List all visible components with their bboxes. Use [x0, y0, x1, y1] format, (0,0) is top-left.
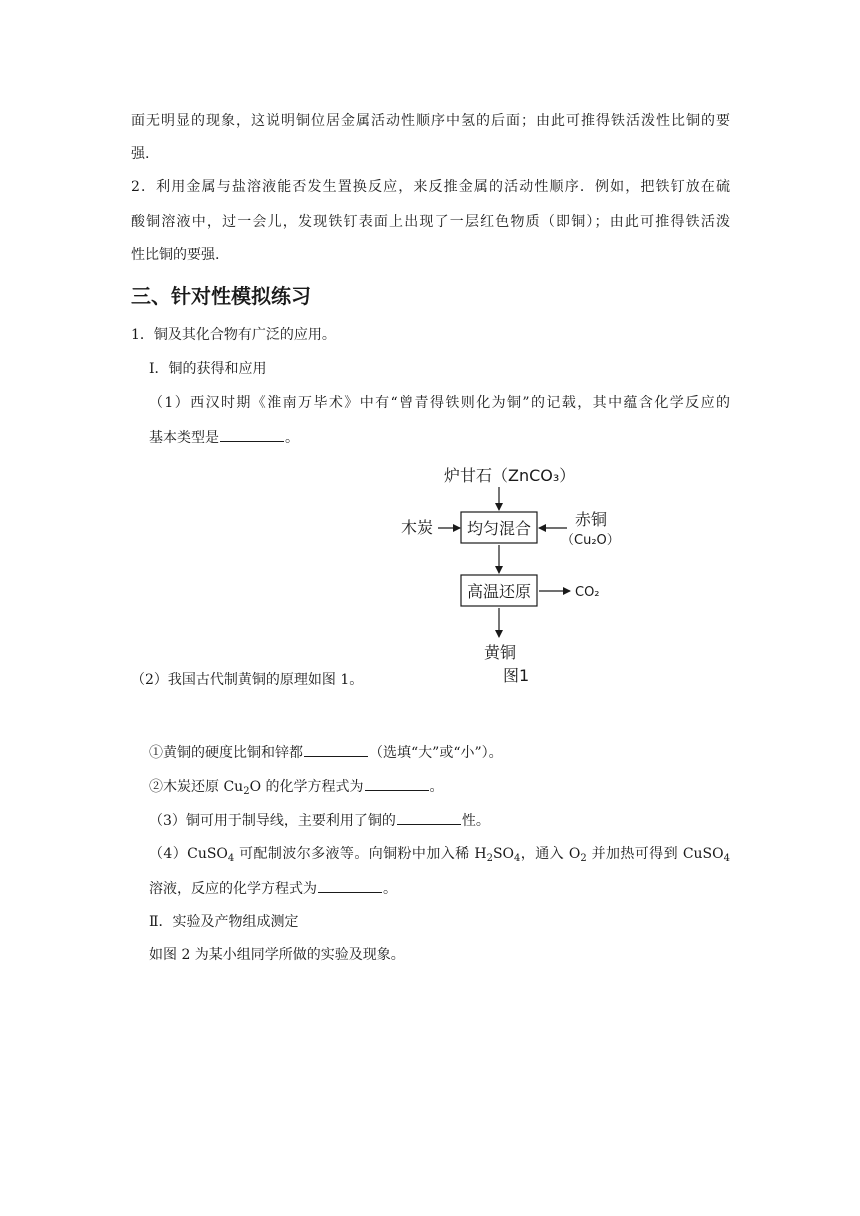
question-line: （1）西汉时期《淮南万毕术》中有“曾青得铁则化为铜”的记载，其中蕴含化学反应的: [149, 395, 730, 411]
question-text: SO: [492, 846, 515, 862]
subscript: 2: [580, 853, 587, 864]
co2-label: CO₂: [575, 585, 600, 600]
question-text: 可配制波尔多液等。向铜粉中加入稀 H: [234, 846, 487, 862]
answer-blank[interactable]: [304, 742, 368, 757]
figure-right-label: 赤铜: [575, 510, 608, 529]
paragraph-line: 2．利用金属与盐溶液能否发生置换反应，来反推金属的活动性顺序．例如，把铁钉放在硫: [131, 179, 730, 195]
question-text: 。: [429, 779, 444, 795]
question-text: O 的化学方程式为: [249, 779, 364, 795]
subscript: 2: [243, 786, 250, 797]
part-title: Ⅱ．实验及产物组成测定: [149, 914, 299, 930]
question-line: [149, 810, 490, 831]
paragraph-line: 性比铜的要强.: [131, 247, 220, 263]
mix-box-label: 均匀混合: [466, 519, 532, 538]
paragraph-line: 酸铜溶液中，过一会儿，发现铁钉表面上出现了一层红色物质（即铜）；由此可推得铁活泼: [131, 214, 730, 230]
subscript: 4: [723, 853, 730, 864]
question-line: [149, 742, 503, 763]
answer-blank[interactable]: [220, 427, 284, 442]
figure-bottom-label: 黄铜: [484, 643, 517, 662]
question-text: （4）CuSO: [149, 846, 228, 862]
question-line: [149, 776, 444, 797]
section-heading: 三、针对性模拟练习: [131, 284, 311, 308]
answer-blank[interactable]: [365, 776, 429, 791]
question-line: [149, 878, 397, 899]
question-intro: 1．铜及其化合物有广泛的应用。: [131, 327, 336, 343]
figure-1-diagram: [380, 455, 660, 695]
part-title: Ⅰ．铜的获得和应用: [149, 361, 267, 377]
question-text: ，通入 O: [520, 846, 581, 862]
question-line: 如图 2 为某小组同学所做的实验及现象。: [149, 947, 405, 963]
paragraph-line: 强.: [131, 146, 150, 162]
figure-right-formula: （Cu₂O）: [561, 533, 620, 548]
figure-caption: 图1: [503, 666, 530, 685]
reduction-box-label: 高温还原: [466, 582, 532, 601]
subscript: 2: [486, 853, 493, 864]
question-text: ①黄铜的硬度比铜和锌都: [149, 745, 303, 761]
paragraph-line: 面无明显的现象，这说明铜位居金属活动性顺序中氢的后面；由此可推得铁活泼性比铜的要: [131, 113, 730, 129]
question-text: 溶液，反应的化学方程式为: [149, 881, 317, 897]
figure-top-label: 炉甘石（ZnCO₃）: [444, 466, 576, 485]
answer-blank[interactable]: [318, 878, 382, 893]
question-text: （3）铜可用于制导线，主要利用了铜的: [149, 813, 396, 829]
figure-left-label: 木炭: [401, 518, 434, 537]
question-line: [149, 427, 299, 448]
subscript: 4: [514, 853, 521, 864]
question-text: （选填“大”或“小”）。: [369, 745, 503, 761]
question-line: [149, 844, 730, 864]
question-text: 性。: [461, 813, 490, 829]
question-line: （2）我国古代制黄铜的原理如图 1。: [131, 672, 364, 688]
question-text: 。: [285, 430, 299, 446]
subscript: 4: [227, 853, 235, 864]
question-text: 。: [383, 881, 397, 897]
question-text: 基本类型是: [149, 430, 219, 446]
question-text: 并加热可得到 CuSO: [586, 846, 724, 862]
question-text: ②木炭还原 Cu: [149, 779, 244, 795]
answer-blank[interactable]: [397, 810, 461, 825]
